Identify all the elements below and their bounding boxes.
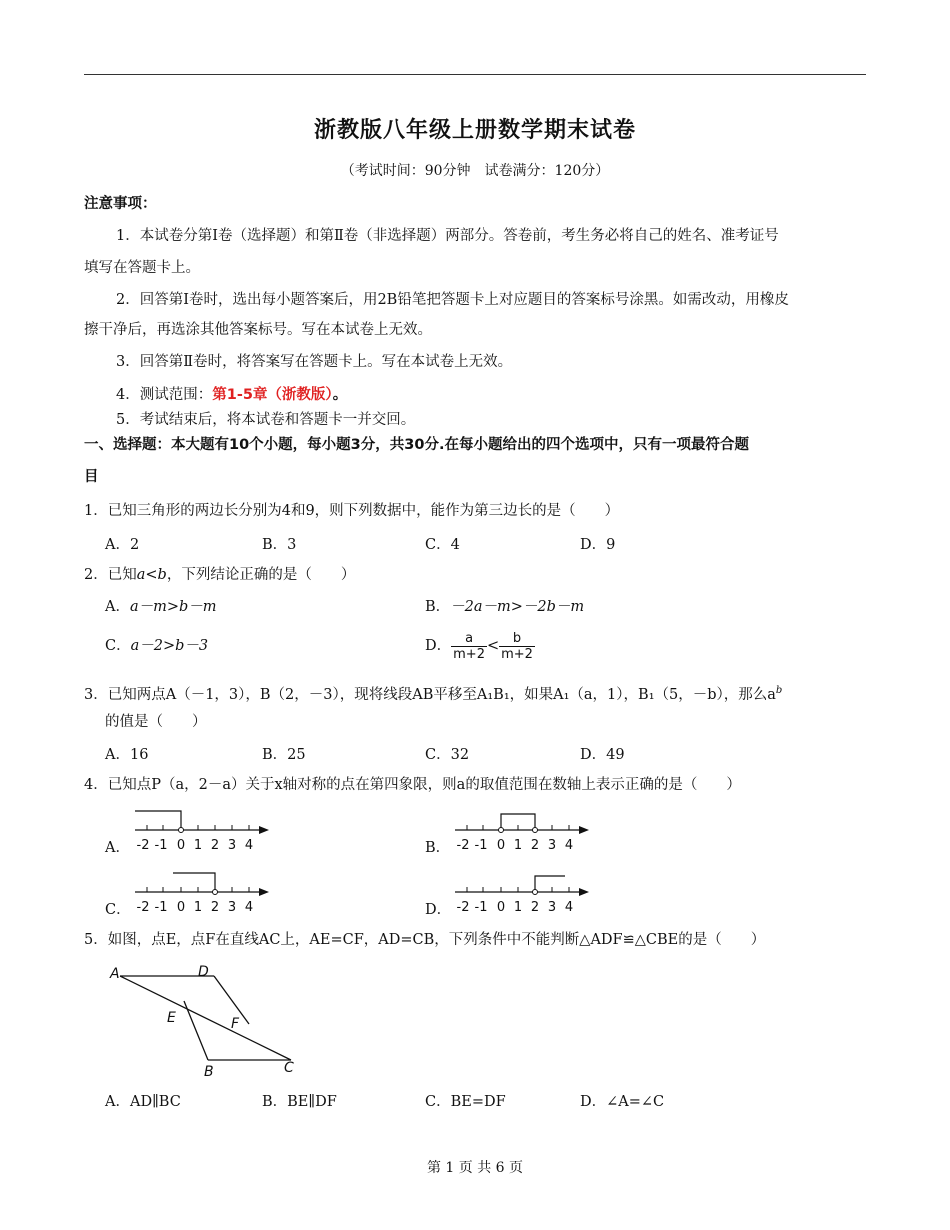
tick-label: 3 <box>547 838 557 853</box>
q3-exponent: b <box>775 685 783 696</box>
q2-frac2-denominator: m+2 <box>501 646 533 662</box>
page-title: 浙教版八年级上册数学期末试卷 <box>313 118 636 143</box>
q5-option-c: C．BE=DF <box>425 1094 506 1110</box>
point-label-e: E <box>167 1010 176 1026</box>
tick-label: 3 <box>227 900 237 915</box>
note-4-prefix: 4．测试范围： <box>116 387 213 403</box>
q2-d-lt: < <box>486 638 500 654</box>
question-4-stem: 4．已知点P（a，2－a）关于x轴对称的点在第四象限，则a的取值范围在数轴上表示正确的是（ ） <box>84 777 741 793</box>
section-1-heading: 一、选择题：本大题有10个小题，每小题3分，共30分.在每小题给出的四个选项中，只有一项最符合题 <box>84 437 749 453</box>
question-2-stem <box>84 565 355 585</box>
exam-info: （考试时间：90分钟 试卷满分：120分） <box>340 163 610 179</box>
q4-numberline-c <box>133 868 273 918</box>
q2-option-d <box>425 628 535 664</box>
q2-option-c-label: C． <box>105 638 131 654</box>
note-4 <box>116 385 347 405</box>
tick-label: 4 <box>564 838 574 853</box>
tick-label: 4 <box>244 838 254 853</box>
q5-option-b: B．BE∥DF <box>262 1094 337 1110</box>
q3-option-b: B．25 <box>262 747 306 763</box>
q3-option-a: A．16 <box>105 747 149 763</box>
tick-label: 3 <box>227 838 237 853</box>
q1-option-d: D．9 <box>580 537 616 553</box>
note-3: 3．回答第Ⅱ卷时，将答案写在答题卡上。写在本试卷上无效。 <box>116 354 513 370</box>
point-label-b: B <box>204 1064 214 1080</box>
q2-option-a-label: A． <box>105 599 130 615</box>
tick-label: 2 <box>530 900 540 915</box>
q2-frac1-numerator: a <box>451 631 487 647</box>
q4-option-c-label: C． <box>105 902 131 918</box>
tick-label: 1 <box>193 900 203 915</box>
q2-option-b-label: B． <box>425 599 451 615</box>
section-1-heading-cont: 目 <box>84 469 99 485</box>
q5-option-a: A．AD∥BC <box>105 1094 181 1110</box>
page-number: 第 1 页 共 6 页 <box>426 1160 524 1176</box>
q4-numberline-a <box>133 806 273 856</box>
tick-label: -2 <box>456 838 470 853</box>
tick-label: 1 <box>513 900 523 915</box>
tick-label: 0 <box>176 838 186 853</box>
tick-label: -1 <box>154 838 168 853</box>
tick-label: -1 <box>474 838 488 853</box>
q2-fraction-1 <box>451 631 487 662</box>
tick-label: 2 <box>530 838 540 853</box>
q1-option-c: C．4 <box>425 537 460 553</box>
q2-var-a: a <box>136 567 146 583</box>
notes-heading: 注意事项： <box>84 196 157 212</box>
q2-number: 2．已知 <box>84 567 137 583</box>
tick-label: 3 <box>547 900 557 915</box>
q3-stem-text: 3．已知两点A（－1，3），B（2，－3），现将线段AB平移至A₁B₁，如果A₁（a，1），B₁（5，－b），那么a <box>84 686 776 703</box>
q2-option-d-label: D． <box>425 638 452 654</box>
tick-label: -2 <box>136 900 150 915</box>
header-rule <box>84 74 866 75</box>
tick-label: 4 <box>564 900 574 915</box>
q4-option-d-label: D． <box>425 902 452 918</box>
note-4-suffix: 。 <box>332 387 348 403</box>
tick-label: 2 <box>210 900 220 915</box>
q4-numberline-d <box>453 868 593 918</box>
question-1-stem: 1．已知三角形的两边长分别为4和9，则下列数据中，能作为第三边长的是（ ） <box>84 503 620 519</box>
point-label-c: C <box>284 1060 294 1076</box>
q3-stem-line2: 的值是（ ） <box>105 714 207 730</box>
q1-option-b: B．3 <box>262 537 297 553</box>
q2-lt: < <box>145 567 158 583</box>
q2-option-b-expr: －2a－m>－2b－m <box>450 599 585 615</box>
q2-rest: ，下列结论正确的是（ ） <box>166 567 356 583</box>
q2-frac2-numerator: b <box>499 631 535 647</box>
note-5: 5．考试结束后，将本试卷和答题卡一并交回。 <box>116 412 416 428</box>
point-label-f: F <box>231 1016 240 1032</box>
point-label-a: A <box>110 966 120 982</box>
tick-label: 0 <box>496 838 506 853</box>
tick-label: 1 <box>193 838 203 853</box>
q2-var-b: b <box>157 567 167 583</box>
tick-label: 2 <box>210 838 220 853</box>
test-range: 第1-5章（浙教版） <box>212 387 333 403</box>
q2-fraction-2 <box>499 631 535 662</box>
tick-label: -2 <box>136 838 150 853</box>
tick-label: -1 <box>474 900 488 915</box>
note-2-line2: 擦干净后，再选涂其他答案标号。写在本试卷上无效。 <box>84 322 432 338</box>
note-2-line1: 2．回答第Ⅰ卷时，选出每小题答案后，用2B铅笔把答题卡上对应题目的答案标号涂黑。如需改动，用橡皮 <box>116 292 789 308</box>
tick-label: 0 <box>176 900 186 915</box>
note-1-line2: 填写在答题卡上。 <box>84 260 200 276</box>
point-label-d: D <box>198 964 209 980</box>
q2-option-c-expr: a－2>b－3 <box>130 638 209 654</box>
q5-figure <box>104 960 304 1080</box>
q2-option-a-expr: a－m>b－m <box>129 599 217 615</box>
tick-label: 1 <box>513 838 523 853</box>
question-5-stem: 5．如图，点E，点F在直线AC上，AE=CF，AD=CB，下列条件中不能判断△ADF≌△CBE的是（ ） <box>84 932 766 948</box>
q3-option-c: C．32 <box>425 747 470 763</box>
q3-option-d: D．49 <box>580 747 625 763</box>
q2-option-a <box>105 597 217 617</box>
q1-option-a: A．2 <box>105 537 140 553</box>
question-3-stem <box>84 681 782 705</box>
tick-label: -1 <box>154 900 168 915</box>
tick-label: 4 <box>244 900 254 915</box>
q5-option-d: D．∠A=∠C <box>580 1094 665 1110</box>
q2-option-b <box>425 597 584 617</box>
tick-label: 0 <box>496 900 506 915</box>
q4-option-b-label: B． <box>425 840 451 856</box>
q2-option-c <box>105 636 208 656</box>
q4-numberline-b <box>453 806 593 856</box>
note-1-line1: 1．本试卷分第Ⅰ卷（选择题）和第Ⅱ卷（非选择题）两部分。答卷前，考生务必将自己的姓名、准考证号 <box>116 228 779 244</box>
q2-frac1-denominator: m+2 <box>453 646 485 662</box>
tick-label: -2 <box>456 900 470 915</box>
q4-option-a-label: A． <box>105 840 130 856</box>
